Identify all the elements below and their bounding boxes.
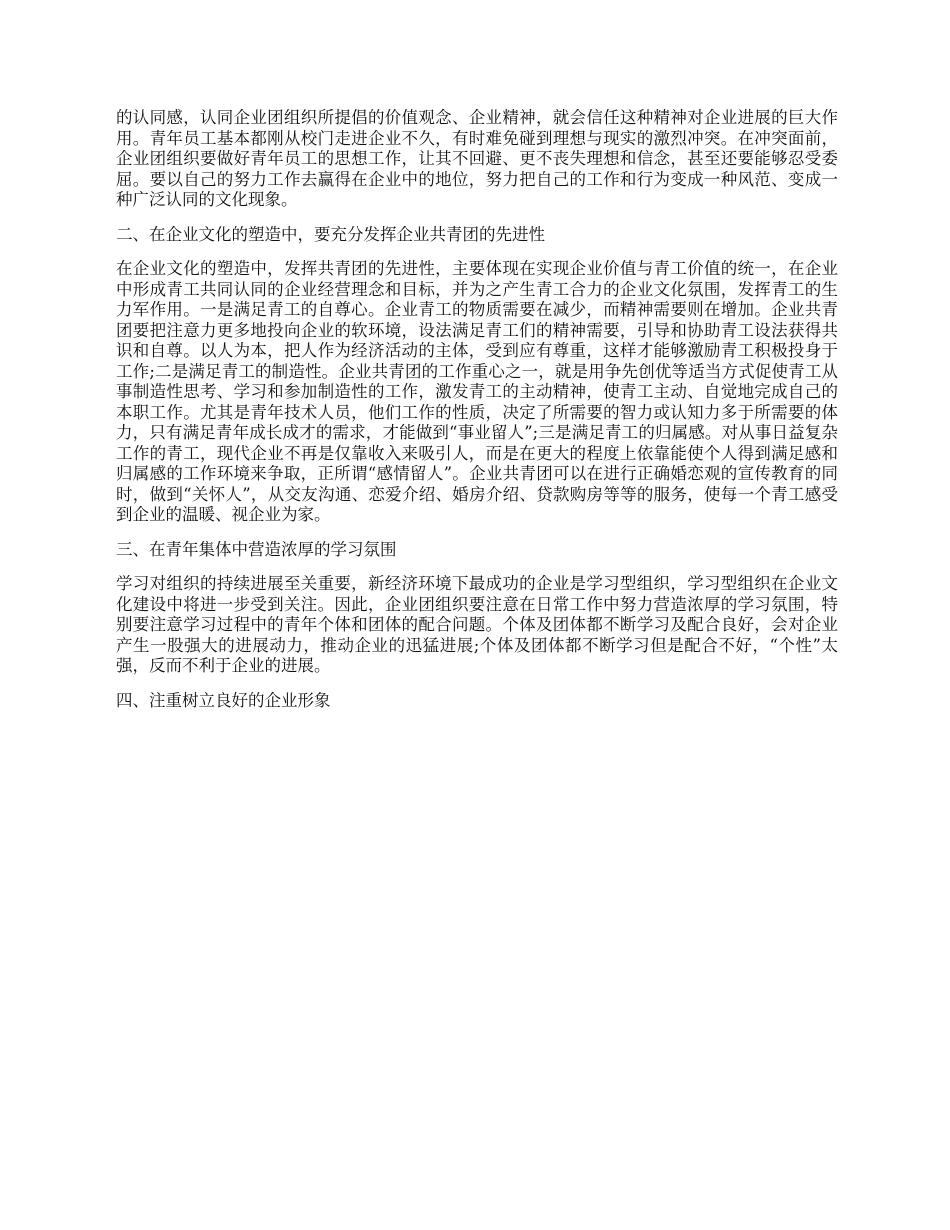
document-page <box>116 108 838 725</box>
paragraph-learning: 学习对组织的持续进展至关重要，新经济环境下最成功的企业是学习型组织，学习型组织在企业文化建设中将进一步受到关注。因此，企业团组织要注意在日常工作中努力营造浓厚的学习氛围，特别要注意学习过程中的青年个体和团体的配合问题。个体及团体都不断学习及配合良好，会对企业产生一股强大的进展动力，推动企业的迅猛进展;个体及团体都不断学习但是配合不好，“个性”太强，反而不利于企业的进展。 <box>116 574 838 675</box>
paragraph-league-advancement: 在企业文化的塑造中，发挥共青团的先进性，主要体现在实现企业价值与青工价值的统一，在企业中形成青工共同认同的企业经营理念和目标，并为之产生青工合力的企业文化氛围，发挥青工的生力军作用。一是满足青工的自尊心。企业青工的物质需要在减少，而精神需要则在增加。企业共青团要把注意力更多地投向企业的软环境，设法满足青工们的精神需要，引导和协助青工设法获得共识和自尊。以人为本，把人作为经济活动的主体，受到应有尊重，这样才能够激励青工积极投身于工作;二是满足青工的制造性。企业共青团的工作重心之一，就是用争先创优等适当方式促使青工从事制造性思考、学习和参加制造性的工作，激发青工的主动精神，使青工主动、自觉地完成自己的本职工作。尤其是青年技术人员，他们工作的性质，决定了所需要的智力或认知力多于所需要的体力，只有满足青年成长成才的需求，才能做到“事业留人”;三是满足青工的归属感。对从事日益复杂工作的青工，现代企业不再是仅靠收入来吸引人，而是在更大的程度上依靠能使个人得到满足感和归属感的工作环境来争取，正所谓“感情留人”。企业共青团可以在进行正确婚恋观的宣传教育的同时，做到“关怀人”，从交友沟通、恋爱介绍、婚房介绍、贷款购房等等的服务，使每一个青工感受到企业的温暖、视企业为家。 <box>116 259 838 524</box>
section-heading-3: 三、在青年集体中营造浓厚的学习氛围 <box>116 539 397 559</box>
section-heading-4: 四、注重树立良好的企业形象 <box>116 690 331 710</box>
paragraph-identity: 的认同感，认同企业团组织所提倡的价值观念、企业精神，就会信任这种精神对企业进展的巨大作用。青年员工基本都刚从校门走进企业不久，有时难免碰到理想与现实的激烈冲突。在冲突面前，企业团组织要做好青年员工的思想工作，让其不回避、更不丧失理想和信念，甚至还要能够忍受委屈。要以自己的努力工作去赢得在企业中的地位，努力把自己的工作和行为变成一种风范、变成一种广泛认同的文化现象。 <box>116 108 838 209</box>
section-heading-2: 二、在企业文化的塑造中，要充分发挥企业共青团的先进性 <box>116 224 545 244</box>
